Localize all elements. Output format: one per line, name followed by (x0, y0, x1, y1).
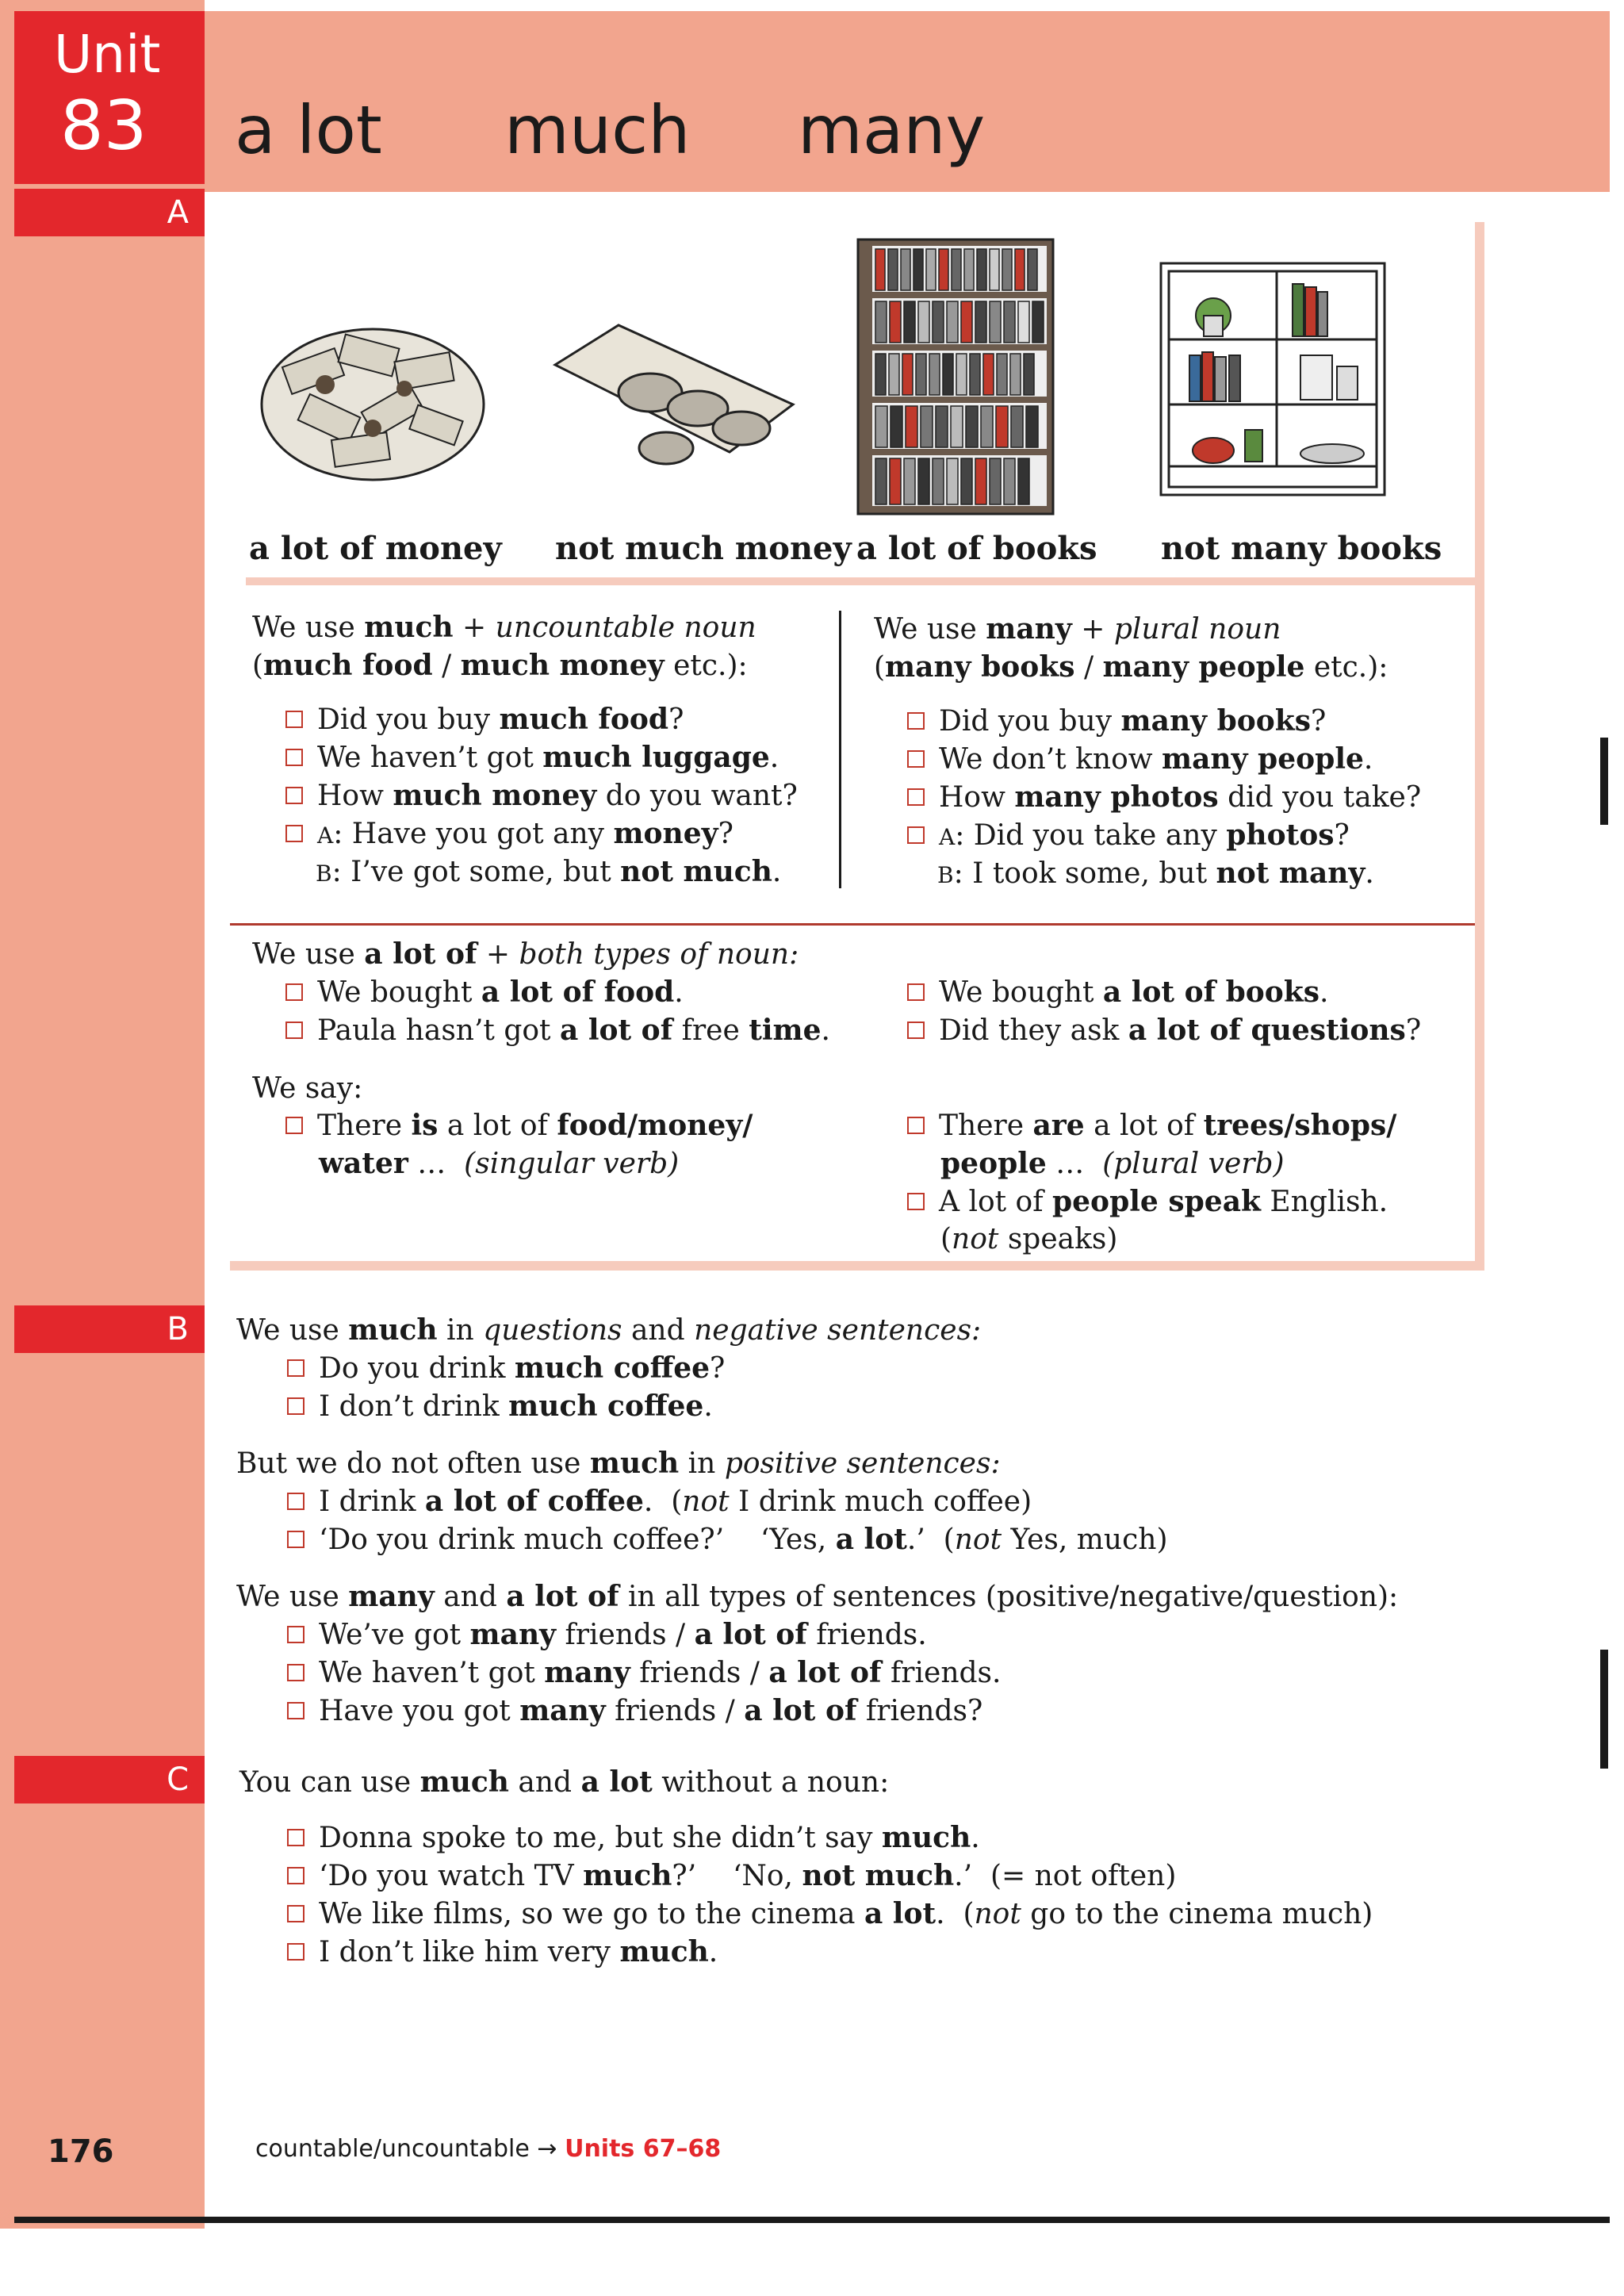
bullet-box (287, 1493, 304, 1510)
c-example-cinema: We like films, so we go to the cinema a lot. (not go to the cinema much) (287, 1895, 1373, 1933)
cross-reference-text: countable/uncountable (255, 2135, 530, 2163)
b-rule-many-a-lot: We use many and a lot of in all types of sentences (positive/negative/question): (236, 1580, 1399, 1613)
bullet-box (907, 1117, 925, 1134)
example-many-books: Did you buy many books? (907, 703, 1326, 740)
horizontal-divider (230, 923, 1475, 926)
unit-label: Unit (54, 24, 161, 85)
example-singular-verb-2: water … (singular verb) (319, 1147, 680, 1180)
example-singular-verb-1: There is a lot of food/money/ (285, 1107, 753, 1144)
c-example-donna: Donna spoke to me, but she didn’t say much. (287, 1819, 980, 1857)
bullet-box (907, 712, 925, 730)
example-much-luggage: We haven’t got much luggage. (285, 739, 779, 776)
unit-number: 83 (60, 86, 147, 166)
bullet-box (285, 711, 303, 728)
bullet-box (287, 1626, 304, 1643)
bullet-box (287, 1397, 304, 1415)
header-band (205, 11, 1610, 192)
example-plural-verb-2: people … (plural verb) (940, 1147, 1285, 1180)
title-a-lot: a lot (235, 91, 382, 169)
full-bookcase-icon (856, 238, 1055, 516)
example-many-photos: How many photos did you take? (907, 779, 1421, 816)
caption-not-many-books: not many books (1161, 530, 1442, 567)
example-plural-verb-1: There are a lot of trees/shops/ (907, 1107, 1396, 1144)
few-coins-icon (547, 317, 801, 476)
bullet-box (907, 1022, 925, 1039)
b-example-a-lot-coffee: I drink a lot of coffee. (not I drink much coffee) (287, 1483, 1032, 1520)
bullet-box (907, 1193, 925, 1210)
pile-of-money-icon (254, 301, 492, 484)
bullet-box (287, 1829, 304, 1846)
much-rule-line1: We use much + uncountable noun (252, 611, 756, 644)
section-b-tab: B (14, 1305, 205, 1353)
sidebar-band (0, 0, 205, 2229)
example-not-many: B: I took some, but not many. (937, 857, 1374, 890)
bullet-box (285, 1117, 303, 1134)
caption-a-lot-of-books: a lot of books (856, 530, 1097, 567)
bottom-rule (14, 2217, 1610, 2223)
example-free-time: Paula hasn’t got a lot of free time. (285, 1012, 830, 1049)
c-rule-without-noun: You can use much and a lot without a noun: (239, 1765, 890, 1799)
example-not-speaks: (not speaks) (940, 1223, 1118, 1255)
title-much: much (504, 91, 691, 169)
b-rule-much-questions: We use much in questions and negative sentences: (236, 1313, 982, 1347)
bullet-box (287, 1905, 304, 1922)
section-a-panel (230, 222, 1484, 1271)
arrow-icon: → (537, 2135, 557, 2163)
example-lot-of-books: We bought a lot of books. (907, 974, 1328, 1011)
bullet-box (285, 825, 303, 842)
bullet-box (285, 749, 303, 766)
bullet-box (287, 1867, 304, 1884)
many-rule-line2: (many books / many people etc.): (874, 650, 1388, 684)
b-example-have-you-friends: Have you got many friends / a lot of friends? (287, 1692, 982, 1730)
example-lot-of-questions: Did they ask a lot of questions? (907, 1012, 1421, 1049)
b-example-got-friends: We’ve got many friends / a lot of friends. (287, 1616, 927, 1654)
bullet-box (907, 788, 925, 806)
example-people-speak: A lot of people speak English. (907, 1183, 1388, 1221)
sparse-bookshelf-icon (1158, 260, 1388, 498)
edge-mark (1600, 738, 1608, 825)
bullet-box (287, 1664, 304, 1681)
section-a-tab: A (14, 189, 205, 236)
column-divider (839, 611, 841, 888)
cross-reference (255, 2135, 721, 2163)
c-example-watch-tv: ‘Do you watch TV much?’ ‘No, not much.’ (= not often) (287, 1857, 1176, 1895)
bullet-box (907, 983, 925, 1001)
title-many: many (798, 91, 986, 169)
unit-badge (14, 11, 205, 184)
c-example-dont-like-him: I don’t like him very much. (287, 1934, 718, 1971)
example-many-people: We don’t know many people. (907, 741, 1373, 778)
example-much-food: Did you buy much food? (285, 701, 684, 738)
page-number: 176 (48, 2133, 114, 2170)
example-any-photos: A: Did you take any photos? (907, 817, 1350, 856)
example-not-much: B: I’ve got some, but not much. (316, 855, 782, 888)
b-example-havent-friends: We haven’t got many friends / a lot of friends. (287, 1654, 1001, 1692)
we-say-label: We say: (252, 1072, 363, 1105)
bullet-box (907, 750, 925, 768)
caption-not-much-money: not much money (555, 530, 852, 567)
bullet-box (287, 1943, 304, 1961)
bullet-box (287, 1531, 304, 1548)
much-rule-line2: (much food / much money etc.): (252, 649, 748, 682)
bullet-box (287, 1359, 304, 1377)
bullet-box (287, 1702, 304, 1719)
a-lot-of-rule: We use a lot of + both types of noun: (252, 937, 799, 971)
bullet-box (285, 787, 303, 804)
example-lot-of-food: We bought a lot of food. (285, 974, 684, 1011)
b-example-dont-drink: I don’t drink much coffee. (287, 1388, 713, 1425)
many-rule-line1: We use many + plural noun (874, 612, 1281, 646)
caption-a-lot-of-money: a lot of money (249, 530, 502, 567)
bullet-box (285, 1022, 303, 1039)
bullet-box (285, 983, 303, 1001)
section-c-tab: C (14, 1756, 205, 1803)
edge-mark (1600, 1650, 1608, 1769)
example-much-money: How much money do you want? (285, 777, 798, 815)
b-example-yes-a-lot: ‘Do you drink much coffee?’ ‘Yes, a lot.’ (not Yes, much) (287, 1521, 1168, 1558)
example-any-money: A: Have you got any money? (285, 815, 733, 854)
b-example-drink-coffee-q: Do you drink much coffee? (287, 1350, 725, 1387)
illustration-divider (246, 577, 1475, 585)
cross-reference-link[interactable]: Units 67–68 (565, 2135, 722, 2163)
b-rule-positive: But we do not often use much in positive sentences: (236, 1447, 1001, 1480)
bullet-box (907, 826, 925, 844)
